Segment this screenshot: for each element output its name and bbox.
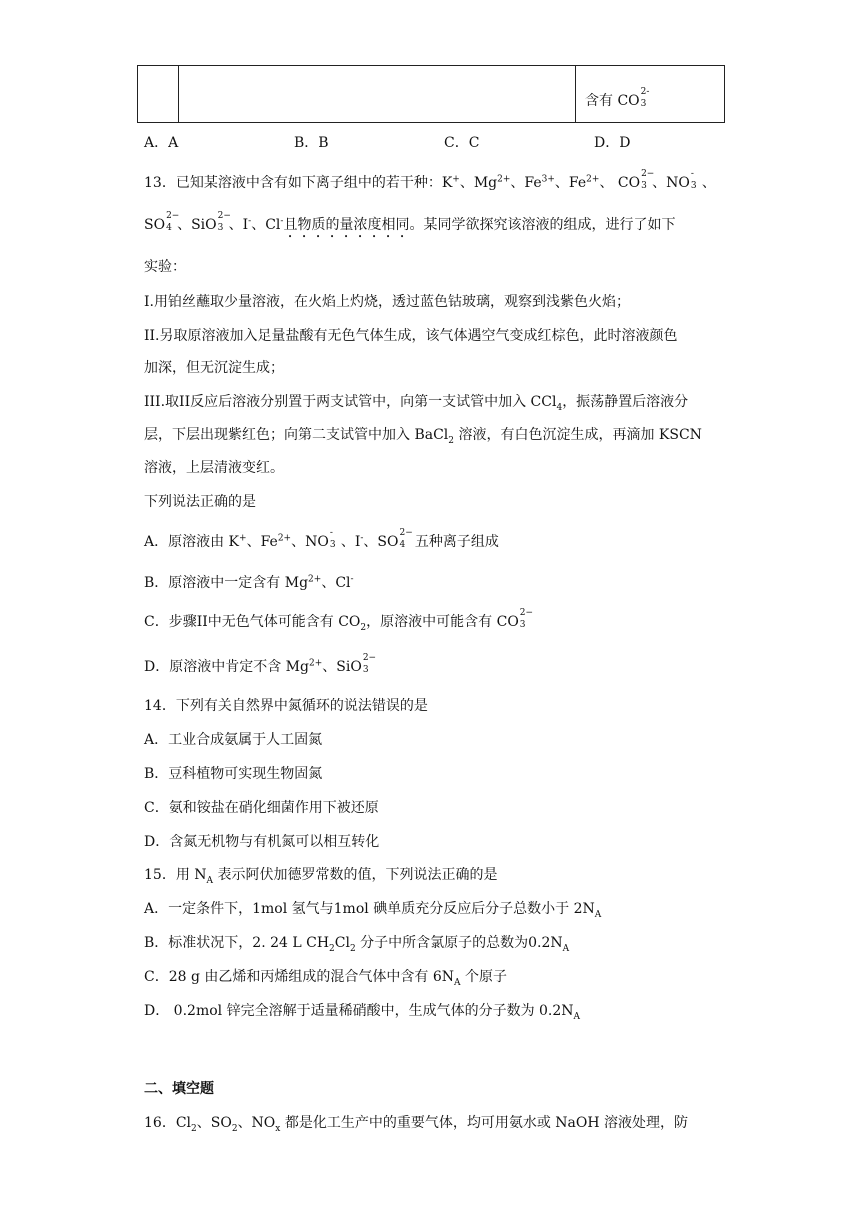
q14-stem: 14．下列有关自然界中氮循环的说法错误的是 [144, 698, 428, 714]
q13-option-c: C．步骤II中无色气体可能含有 $CO_2$，原溶液中可能含有 CO 2− 3 [144, 608, 534, 633]
q16-stem: 16．$Cl_2$、$SO_2$、$NO_x$ 都是化工生产中的重要气体，均可用氨水或 NaOH 溶液处理，防 [144, 1115, 689, 1134]
q13-prompt: 下列说法正确的是 [144, 494, 256, 510]
q13-step3-line2: 层，下层出现紫红色；向第二支试管中加入 BaCl$_2$ 溶液，有白色沉淀生成，再滴加 KSCN [144, 427, 702, 446]
answer-table [137, 65, 725, 123]
q15-option-b: B．标准状况下，2. 24 L $CH_2Cl_2$ 分子中所含氯原子的总数为$0.2N_A$ [144, 935, 570, 954]
q14-option-c: C．氨和铵盐在硝化细菌作用下被还原 [144, 800, 379, 816]
option-b: B．B [294, 135, 329, 151]
q13-option-d: D．原溶液中肯定不含 $Mg^{2+}$、SiO 2− 3 [144, 653, 377, 675]
q14-option-b: B．豆科植物可实现生物固氮 [144, 766, 323, 782]
q13-step3-line1: III.取II反应后溶液分别置于两支试管中，向第一支试管中加入 CCl$_4$，振荡静置后溶液分 [144, 394, 689, 413]
q13-step3-line3: 溶液，上层清液变红。 [144, 460, 284, 476]
q14-option-d: D．含氮无机物与有机氮可以相互转化 [144, 834, 380, 850]
q13-stem-line1: 13．已知某溶液中含有如下离子组中的若干种：K+、$Mg^{2+}$、$Fe^{3+}$、$Fe^{2+}$、 CO 2− 3 、NO - 3 、 [144, 169, 716, 191]
q15-option-d: D． 0.2mol 锌完全溶解于适量稀硝酸中，生成气体的分子数为 $0.2N_A$ [144, 1003, 581, 1022]
table-cell-text: 含有 CO 2- 3 [585, 87, 650, 109]
option-c: C．C [444, 135, 480, 151]
q13-option-a: A．原溶液由 K+、$Fe^{2+}$、NO - 3 、I-、SO 2− 4 五种离子组成 [144, 528, 499, 550]
q13-stem-line2: SO 2− 4 、SiO 2− 3 、I-、Cl-且物质的量浓度相同。某同学欲探究该溶液的组成，进行了如下 [144, 211, 676, 233]
section-heading: 二、填空题 [144, 1081, 214, 1097]
q13-step1: I.用铂丝蘸取少量溶液，在火焰上灼烧，透过蓝色钴玻璃，观察到浅紫色火焰； [144, 294, 630, 310]
table-cell [576, 66, 725, 123]
table-cell [179, 66, 576, 123]
q13-step2-line1: II.另取原溶液加入足量盐酸有无色气体生成，该气体遇空气变成红棕色，此时溶液颜色 [144, 328, 678, 344]
table-cell [138, 66, 179, 123]
q14-option-a: A．工业合成氨属于人工固氮 [144, 732, 323, 748]
q15-stem: 15．用 $N_A$ 表示阿伏加德罗常数的值，下列说法正确的是 [144, 867, 498, 886]
option-d: D．D [594, 135, 631, 151]
q13-option-b: B．原溶液中一定含有 $Mg^{2+}$、Cl- [144, 574, 354, 591]
option-a: A．A [144, 135, 179, 151]
q13-step2-line2: 加深，但无沉淀生成； [144, 360, 284, 376]
q15-option-a: A．一定条件下，1mol 氢气与1mol 碘单质充分反应后分子总数小于 $2N_A$ [144, 901, 602, 920]
q13-stem-line3: 实验： [144, 259, 186, 275]
q15-option-c: C．28 g 由乙烯和丙烯组成的混合气体中含有 $6N_A$ 个原子 [144, 969, 507, 988]
